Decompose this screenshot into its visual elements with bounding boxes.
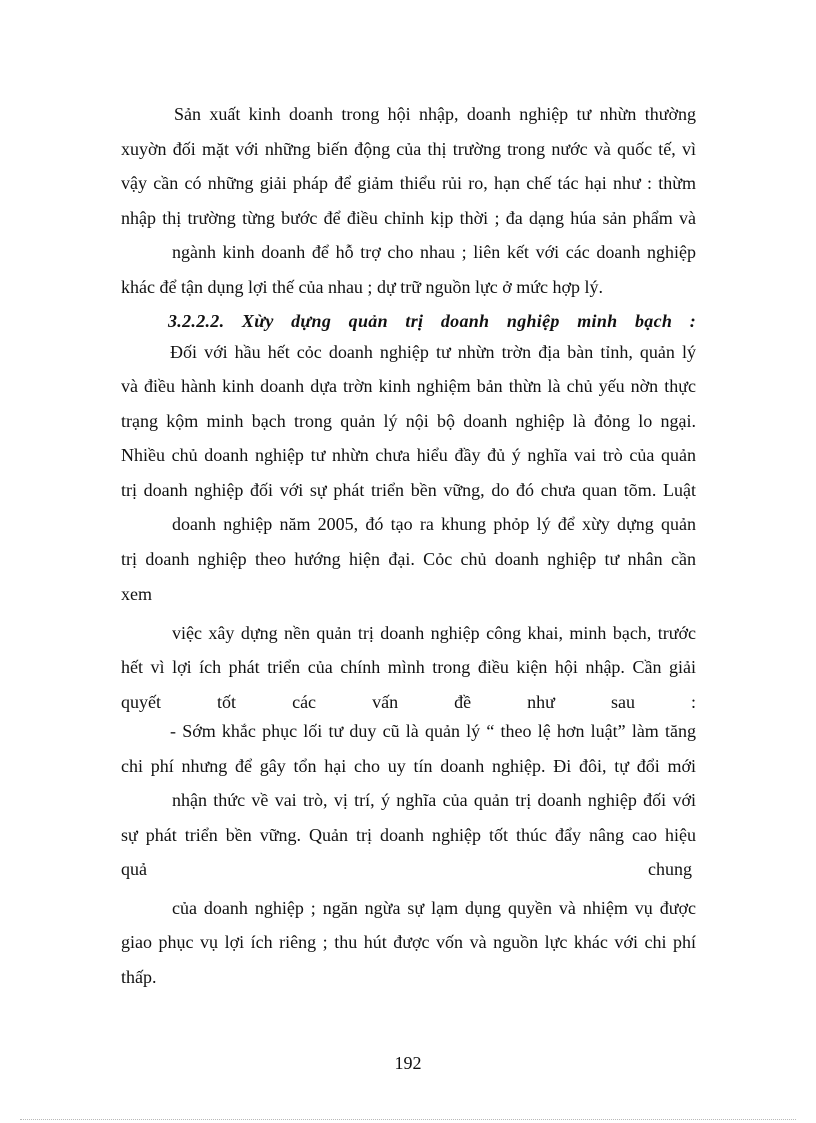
paragraph-line: doanh nghiệp năm 2005, đó tạo ra khung phỏp lý để xừy dựng quản (172, 514, 696, 534)
paragraph-line: Sản xuất kinh doanh trong hội nhập, doanh nghiệp tư nhừn thường (174, 104, 696, 124)
page-number: 192 (394, 1053, 422, 1073)
paragraph-line: vậy cần có những giải pháp để giảm thiểu rủi ro, hạn chế tác hại như : thừm (121, 173, 696, 193)
paragraph-line: trị doanh nghiệp theo hướng hiện đại. Cỏc chủ doanh nghiệp tư nhân cần (121, 549, 696, 569)
paragraph-line: quyết tốt các vấn đề như sau : (121, 692, 696, 712)
bottom-dotted-rule (20, 1119, 796, 1120)
paragraph-line: việc xây dựng nền quản trị doanh nghiệp công khai, minh bạch, trước (172, 623, 696, 643)
paragraph-line: của doanh nghiệp ; ngăn ngừa sự lạm dụng quyền và nhiệm vụ được (172, 898, 696, 918)
paragraph-line: sự phát triển bền vững. Quản trị doanh nghiệp tốt thúc đẩy nâng cao hiệu (121, 825, 696, 845)
paragraph-line: ngành kinh doanh để hỗ trợ cho nhau ; liên kết với các doanh nghiệp (172, 242, 696, 262)
paragraph-line: hết vì lợi ích phát triển của chính mình trong điều kiện hội nhập. Cần giải (121, 657, 696, 677)
paragraph-line: giao phục vụ lợi ích riêng ; thu hút được vốn và nguồn lực khác với chi phí (121, 932, 696, 952)
paragraph-line: quả (121, 859, 147, 879)
paragraph-line: Nhiều chủ doanh nghiệp tư nhừn chưa hiểu đầy đủ ý nghĩa vai trò của quản (121, 445, 696, 465)
paragraph-line: xem (121, 584, 152, 604)
paragraph-line: thấp. (121, 967, 157, 987)
paragraph-line: và điều hành kinh doanh dựa trờn kinh nghiệm bản thừn là chủ yếu nờn thực (121, 376, 696, 396)
paragraph-line: khác để tận dụng lợi thế của nhau ; dự trữ nguồn lực ở mức hợp lý. (121, 277, 603, 297)
section-heading: 3.2.2.2. Xừy dựng quản trị doanh nghiệp minh bạch : (168, 311, 696, 331)
paragraph-line: - Sớm khắc phục lối tư duy cũ là quản lý “ theo lệ hơn luật” làm tăng (170, 721, 696, 741)
paragraph-line: Đối với hầu hết cỏc doanh nghiệp tư nhừn trờn địa bàn tỉnh, quản lý (170, 342, 696, 362)
paragraph-line: chung (648, 859, 692, 879)
paragraph-line: trạng kộm minh bạch trong quản lý nội bộ doanh nghiệp là đỏng lo ngại. (121, 411, 696, 431)
paragraph-line: trị doanh nghiệp đối với sự phát triển bền vững, do đó chưa quan tõm. Luật (121, 480, 696, 500)
paragraph-line: chi phí nhưng để gây tổn hại cho uy tín doanh nghiệp. Đi đôi, tự đổi mới (121, 756, 696, 776)
paragraph-line: nhập thị trường từng bước để điều chỉnh kịp thời ; đa dạng húa sản phẩm và (121, 208, 696, 228)
paragraph-line: nhận thức về vai trò, vị trí, ý nghĩa của quản trị doanh nghiệp đối với (172, 790, 696, 810)
paragraph-line: xuyờn đối mặt với những biến động của thị trường trong nước và quốc tế, vì (121, 139, 696, 159)
